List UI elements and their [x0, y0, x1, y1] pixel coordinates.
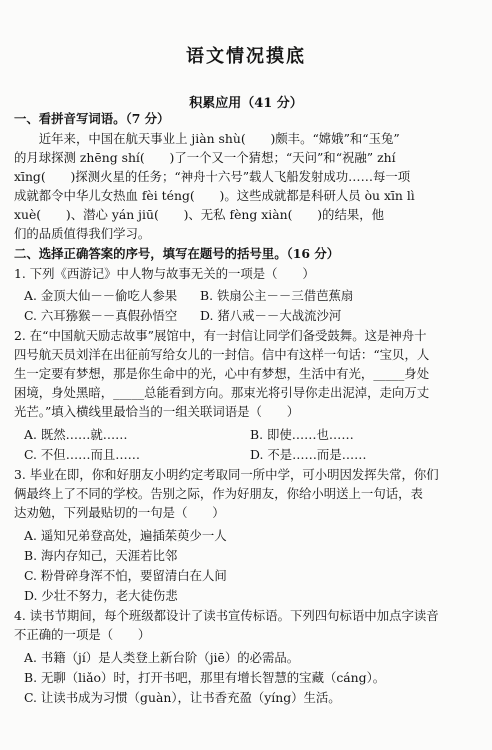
q2-line: 四号航天员刘洋在出征前写给女儿的一封信。信中有这样一句话：“宝贝，人 — [14, 347, 430, 362]
q2-option-b: B. 即使……也…… — [250, 427, 354, 442]
q4-line: 不正确的一项是（ ） — [14, 627, 151, 642]
q1-option-b: B. 铁扇公主－－三借芭蕉扇 — [200, 288, 354, 303]
q4-line: 4. 读书节期间，每个班级都设计了读书宣传标语。下列四句标语中加点字读音 — [14, 608, 439, 623]
part1-line: 近年来，中国在航天事业上 jiàn shù( )颇丰。“嫦娥”和“玉兔” — [14, 131, 400, 146]
part1-heading: 一、看拼音写词语。（7 分） — [14, 111, 170, 126]
q2-option-d: D. 不是……而是…… — [250, 447, 367, 462]
q3-option-b: B. 海内存知己，天涯若比邻 — [24, 548, 178, 563]
q3-line: 达劝勉，下列最贴切的一句是（ ） — [14, 505, 225, 520]
part1-line: 的月球探测 zhēng shí( )了一个又一个猜想；“天问”和“祝融” zhí — [14, 150, 396, 165]
q4-option-a: A. 书籍（jí）是人类登上新台阶（jiē）的必需品。 — [24, 650, 300, 665]
part1-line: 们的品质值得我们学习。 — [14, 226, 151, 241]
part2-heading: 二、选择正确答案的序号，填写在题号的括号里。（16 分） — [14, 246, 340, 261]
part1-line: 成就都令中华儿女热血 fèi téng( )。这些成就都是科研人员 òu xīn lì — [14, 188, 415, 203]
q2-option-c: C. 不但……而且…… — [24, 447, 141, 462]
q2-option-a: A. 既然……就…… — [24, 427, 128, 442]
q2-line: 困境，身处黑暗，_____总能看到方向。那束光将引导你走出泥淖，走向万丈 — [14, 385, 430, 400]
q1-option-a: A. 金顶大仙－－偷吃人参果 — [24, 288, 178, 303]
q3-option-c: C. 粉骨碎身浑不怕，要留清白在人间 — [24, 568, 227, 583]
q4-option-b: B. 无聊（liǎo）时，打开书吧，那里有增长智慧的宝藏（cáng）。 — [24, 670, 386, 685]
q2-line: 光芒。”填入横线里最恰当的一组关联词语是（ ） — [14, 404, 300, 419]
q2-line: 生一定要有梦想，那是你生命中的光，心中有梦想，生活中有光，_____身处 — [14, 366, 430, 381]
q1-option-c: C. 六耳猕猴－－真假孙悟空 — [24, 308, 178, 323]
q4-option-c: C. 让读书成为习惯（guàn），让书香充盈（yíng）生活。 — [24, 690, 341, 705]
q1-option-d: D. 猪八戒－－大战流沙河 — [200, 308, 342, 323]
section-heading: 积累应用（41 分） — [189, 96, 303, 111]
part1-line: xīng( )探测火星的任务；“神舟十六号”载人飞船发射成功……每一项 — [14, 169, 411, 184]
q1-stem: 1. 下列《西游记》中人物与故事无关的一项是（ ） — [14, 266, 315, 281]
part1-line: xuè( )、潜心 yán jiū( )、无私 fèng xiàn( )的结果，他 — [14, 207, 385, 222]
page-title: 语文情况摸底 — [186, 46, 306, 67]
q2-line: 2. 在“中国航天励志故事”展馆中，有一封信让同学们备受鼓舞。这是神舟十 — [14, 328, 427, 343]
q3-line: 俩最终上了不同的学校。告别之际，作为好朋友，你给小明送上一句话，表 — [14, 486, 423, 501]
q3-option-d: D. 少壮不努力，老大徒伤悲 — [24, 588, 178, 603]
q3-option-a: A. 遥知兄弟登高处，遍插茱萸少一人 — [24, 528, 227, 543]
q3-line: 3. 毕业在即，你和好朋友小明约定考取同一所中学，可小明因发挥失常，你们 — [14, 467, 439, 482]
